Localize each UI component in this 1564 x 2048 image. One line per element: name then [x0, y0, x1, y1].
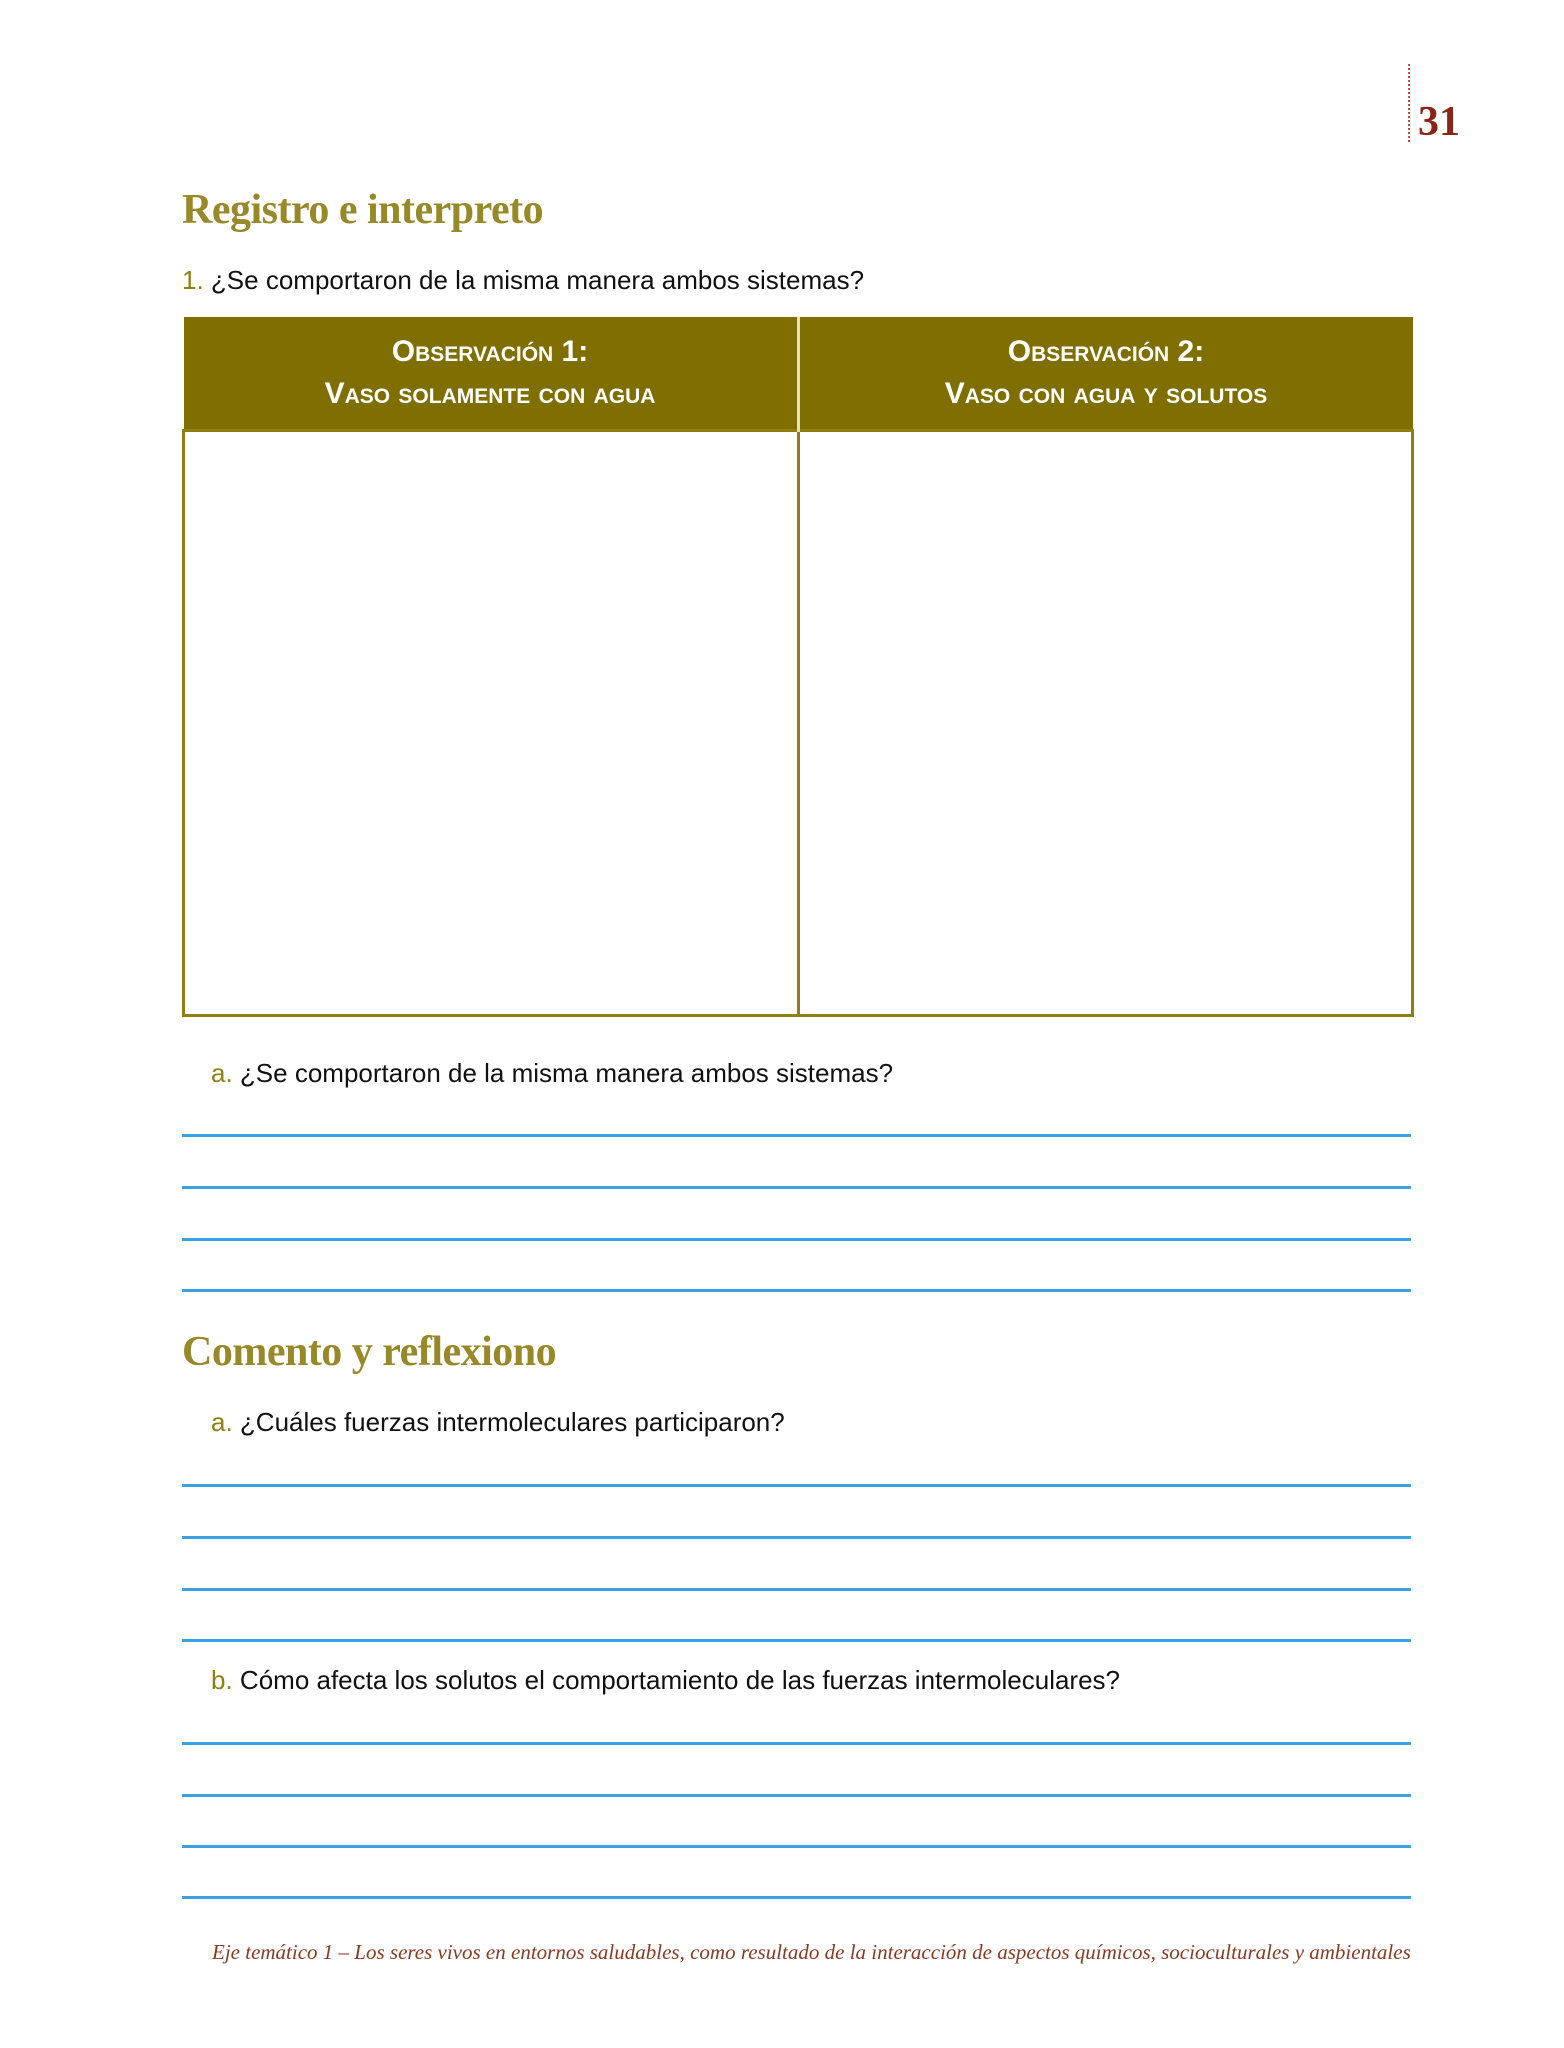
question-label: a. [211, 1058, 233, 1088]
answer-line[interactable] [182, 1186, 1411, 1189]
question-2a [211, 1407, 785, 1438]
question-1 [182, 265, 864, 296]
question-text: ¿Se comportaron de la misma manera ambos sistemas? [239, 1058, 894, 1088]
question-text: ¿Cuáles fuerzas intermoleculares participaron? [239, 1407, 785, 1437]
answer-line[interactable] [182, 1845, 1411, 1848]
page-number-divider [1408, 64, 1410, 142]
answer-line[interactable] [182, 1134, 1411, 1137]
answer-line[interactable] [182, 1536, 1411, 1539]
question-2b [211, 1665, 1120, 1696]
question-label: b. [211, 1665, 233, 1695]
answer-line[interactable] [182, 1896, 1411, 1899]
question-text: Cómo afecta los solutos el comportamiento de las fuerzas intermoleculares? [239, 1665, 1121, 1695]
observation-1-header: Observación 1: Vaso solamente con agua [184, 317, 799, 431]
question-1a [211, 1058, 893, 1089]
answer-line[interactable] [182, 1238, 1411, 1241]
section-title-comento: Comento y reflexiono [182, 1329, 557, 1375]
page-number: 31 [1418, 99, 1460, 145]
question-text: ¿Se comportaron de la misma manera ambos sistemas? [210, 265, 865, 295]
observation-2-cell[interactable] [798, 431, 1413, 1016]
answer-line[interactable] [182, 1742, 1411, 1745]
observation-1-cell[interactable] [184, 431, 799, 1016]
observation-2-header: Observación 2: Vaso con agua y solutos [798, 317, 1413, 431]
question-label: 1. [182, 265, 204, 295]
answer-line[interactable] [182, 1639, 1411, 1642]
observation-table [182, 317, 1414, 1017]
answer-line[interactable] [182, 1289, 1411, 1292]
answer-line[interactable] [182, 1484, 1411, 1487]
page-footer: Eje temático 1 – Los seres vivos en entornos saludables, como resultado de la interacción de aspectos químicos, socioculturales y ambientales [212, 1940, 1411, 1964]
question-label: a. [211, 1407, 233, 1437]
answer-line[interactable] [182, 1588, 1411, 1591]
answer-line[interactable] [182, 1794, 1411, 1797]
section-title-registro: Registro e interpreto [182, 187, 544, 233]
